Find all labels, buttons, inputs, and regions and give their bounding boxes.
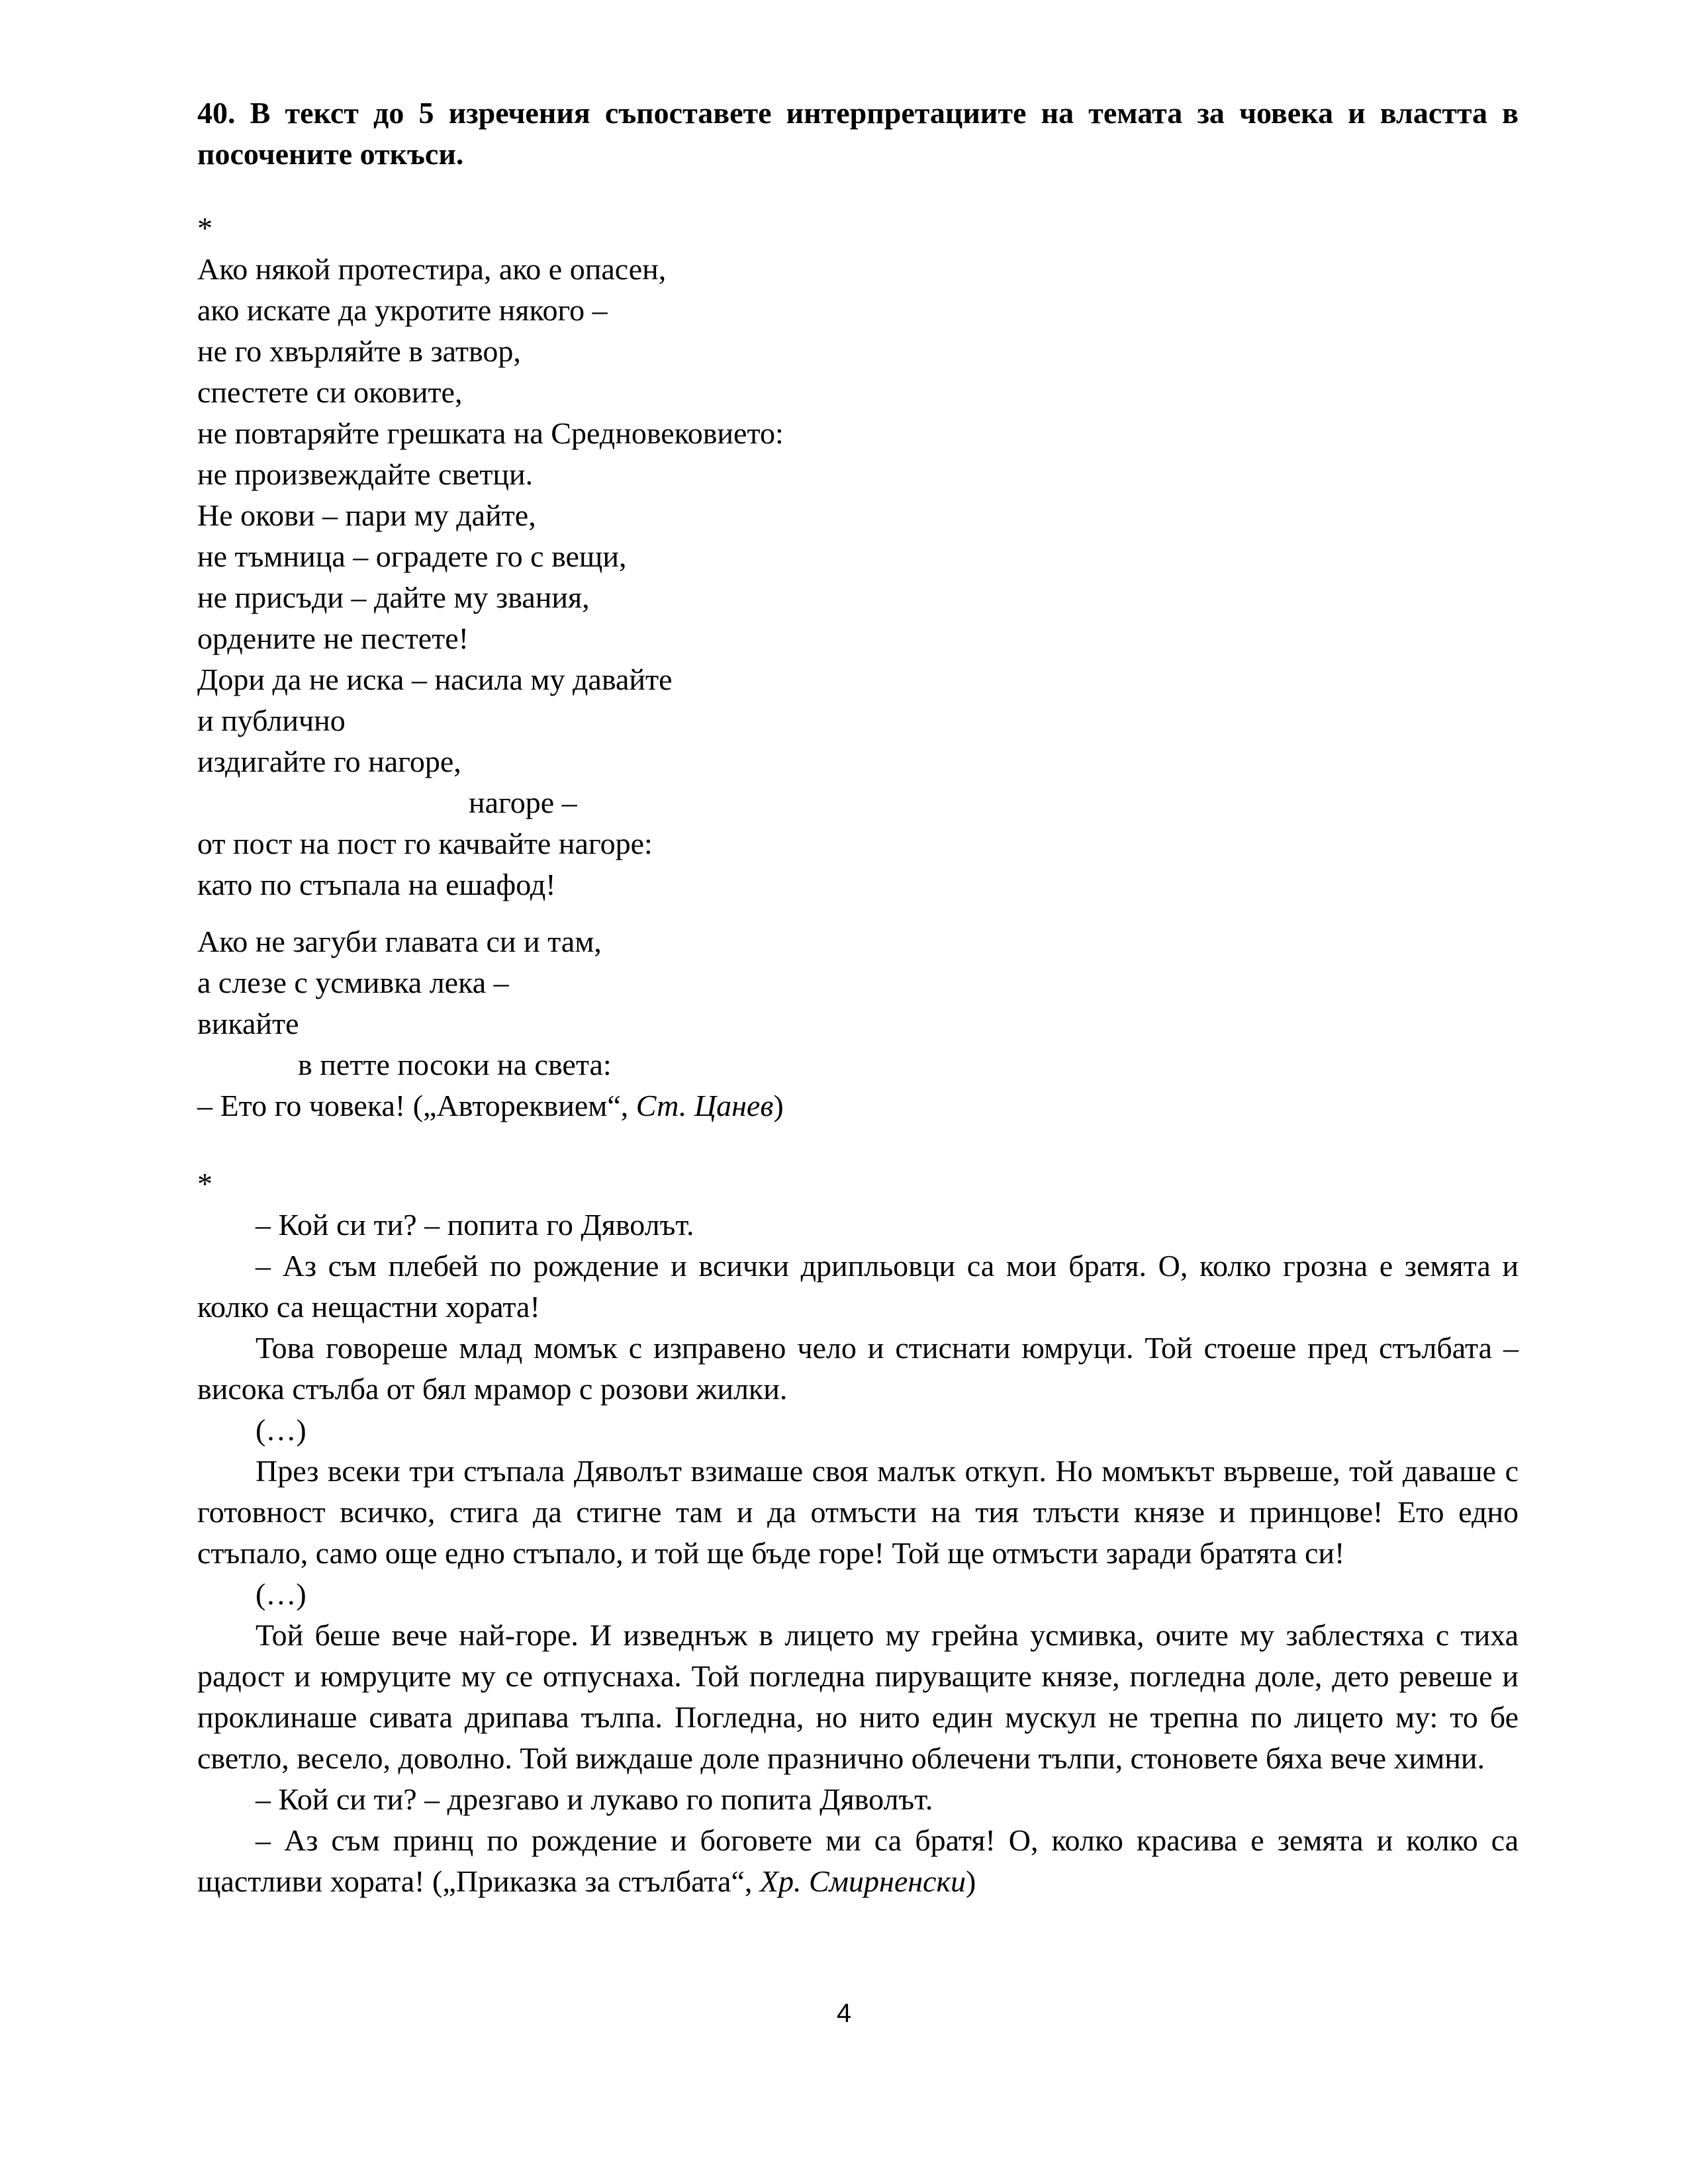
poem-line: в петте посоки на света: [298, 1048, 612, 1081]
poem-line: ако искате да укротите някого – [197, 293, 608, 327]
prose-paragraph: (…) [256, 1577, 306, 1611]
prose-paragraph: (…) [256, 1413, 306, 1447]
poem-line: ордените не пестете! [197, 621, 469, 655]
prose-last-text: – Аз съм принц по рождение и боговете ми са братя! О, колко красива е земята и колко са щастливи хората! („Приказка за стълбата“, [197, 1823, 1519, 1898]
poem-line: Дори да не иска – насила му давайте [197, 662, 673, 696]
poem-line: издигайте го нагоре, [197, 745, 461, 778]
prose-paragraph: – Аз съм плебей по рождение и всички дрипльовци са мои братя. О, колко грозна е земята и колко са нещастни хората! [197, 1249, 1519, 1324]
prose-author: Хр. Смирненски [759, 1864, 966, 1898]
prose-close: ) [966, 1864, 976, 1898]
poem-line: от пост на пост го качвайте нагоре: [197, 827, 653, 860]
poem-line: а слезе с усмивка лека – [197, 966, 509, 999]
prose-paragraph-last [197, 1820, 1519, 1902]
prose-paragraph: Това говореше млад момък с изправено чело и стиснати юмруци. Той стоеше пред стълбата – висока стълба от бял мрамор с розови жилки. [197, 1331, 1519, 1406]
poem-line: не произвеждайте светци. [197, 457, 534, 491]
poem-marker: * [197, 211, 212, 245]
poem-line: не повтаряйте грешката на Средновековието: [197, 416, 784, 450]
poem-final-text: – Ето го човека! („Авторeквием“, [197, 1089, 636, 1122]
prose-body [197, 1205, 1519, 1902]
poem-line: Ако не загуби главата си и там, [197, 925, 602, 958]
poem-line: Ако някой протестира, ако е опасен, [197, 252, 667, 286]
poem-line: не го хвърляйте в затвор, [197, 334, 521, 368]
prose-paragraph: – Кой си ти? – попита го Дяволът. [256, 1208, 694, 1242]
poem-author: Ст. Цанев [635, 1089, 774, 1122]
poem-final-line [197, 1085, 784, 1126]
poem-line: не тъмница – оградете го с вещи, [197, 539, 627, 573]
poem-line: Не окови – пари му дайте, [197, 498, 536, 532]
prose-paragraph: През всеки три стъпала Дяволът взимаше своя малък откуп. Но момъкът вървеше, той даваше с готовност всичко, стига да стигне там и да отмъсти на тия тлъсти князе и принцове! Ето едно стъпало, само още едно стъпало, и той ще бъде горе! Той ще отмъсти заради братята си! [197, 1454, 1519, 1570]
poem-line: спестете си оковите, [197, 375, 463, 409]
page-number: 4 [836, 1999, 852, 2028]
poem-line: нагоре – [469, 786, 577, 819]
prose-paragraph: Той беше вече най-горе. И изведнъж в лицето му грейна усмивка, очите му заблестяха с тиха радост и юмруците му се отпуснаха. Той погледна пируващите князе, погледна доле, дето ревеше и проклинаше сивата дрипава тълпа. Погледна, но нито един мускул не трепна по лицето му: то бе светло, весело, доволно. Той виждаше доле празнично облечени тълпи, стоновете бяха вече химни. [197, 1618, 1519, 1775]
prose-paragraph: – Кой си ти? – дрезгаво и лукаво го попита Дяволът. [256, 1782, 933, 1816]
poem-line: като по стъпала на ешафод! [197, 868, 556, 901]
question-heading: 40. В текст до 5 изречения съпоставете интерпретациите на темата за човека и властта в посочените откъси. [197, 96, 1519, 171]
poem-line: и публично [197, 704, 346, 737]
prose-marker: * [197, 1167, 212, 1201]
poem-final-close: ) [773, 1089, 784, 1122]
poem-line: не присъди – дайте му звания, [197, 580, 590, 614]
poem-line: викайте [197, 1007, 299, 1040]
